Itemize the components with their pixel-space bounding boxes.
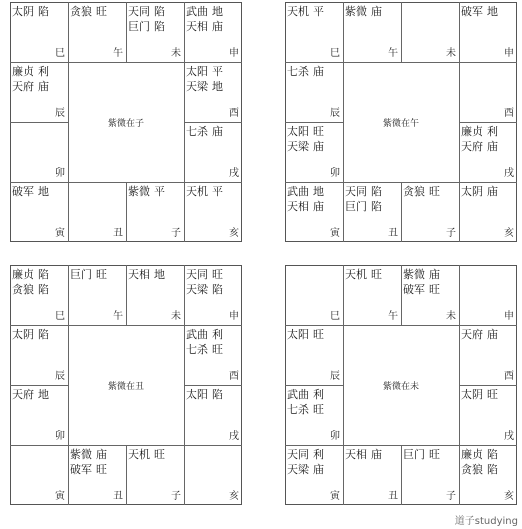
star-brightness: 陷 bbox=[371, 200, 382, 213]
earthly-branch-label: 子 bbox=[171, 228, 181, 239]
star-entry bbox=[186, 268, 223, 281]
star-entry bbox=[287, 65, 324, 78]
star-brightness: 旺 bbox=[487, 388, 498, 401]
star-entry bbox=[186, 185, 223, 198]
palace-mao bbox=[10, 385, 68, 445]
star-entry bbox=[12, 328, 49, 341]
earthly-branch-label: 寅 bbox=[330, 228, 340, 239]
star-brightness: 旺 bbox=[313, 328, 324, 341]
star-entry bbox=[461, 5, 498, 18]
palace-you bbox=[459, 62, 517, 122]
star-name: 天同 bbox=[186, 268, 208, 281]
star-entry bbox=[403, 448, 440, 461]
star-entry bbox=[186, 328, 223, 341]
star-brightness: 旺 bbox=[313, 403, 324, 416]
palace-mao bbox=[10, 122, 68, 182]
star-name: 天相 bbox=[287, 200, 309, 213]
star-name: 太阴 bbox=[461, 185, 483, 198]
palace-shen bbox=[459, 2, 517, 62]
palace-wei bbox=[126, 265, 184, 325]
star-brightness: 旺 bbox=[96, 5, 107, 18]
palace-chou bbox=[68, 182, 126, 242]
star-brightness: 庙 bbox=[96, 448, 107, 461]
star-brightness: 陷 bbox=[38, 5, 49, 18]
earthly-branch-label: 寅 bbox=[55, 491, 65, 502]
palace-hai bbox=[184, 182, 242, 242]
star-name: 贪狼 bbox=[461, 463, 483, 476]
star-name: 破军 bbox=[70, 463, 92, 476]
star-brightness: 陷 bbox=[154, 5, 165, 18]
star-name: 太阴 bbox=[12, 5, 34, 18]
star-name: 贪狼 bbox=[403, 185, 425, 198]
palace-chen bbox=[285, 325, 343, 385]
earthly-branch-label: 卯 bbox=[55, 431, 65, 442]
palace-chou bbox=[343, 182, 401, 242]
star-entry bbox=[186, 388, 223, 401]
chart-wei bbox=[285, 265, 517, 505]
earthly-branch-label: 戌 bbox=[229, 431, 239, 442]
star-brightness: 陷 bbox=[154, 20, 165, 33]
star-entry bbox=[287, 448, 324, 461]
star-entry bbox=[287, 403, 324, 416]
star-name: 太阴 bbox=[12, 328, 34, 341]
palace-hai bbox=[459, 182, 517, 242]
star-brightness: 庙 bbox=[313, 463, 324, 476]
star-brightness: 庙 bbox=[212, 125, 223, 138]
earthly-branch-label: 巳 bbox=[330, 311, 340, 322]
star-entry bbox=[461, 328, 498, 341]
star-name: 天府 bbox=[461, 140, 483, 153]
earthly-branch-label: 辰 bbox=[55, 371, 65, 382]
star-brightness: 旺 bbox=[429, 185, 440, 198]
star-brightness: 地 bbox=[313, 185, 324, 198]
star-entry bbox=[12, 185, 49, 198]
star-name: 破军 bbox=[461, 5, 483, 18]
star-name: 武曲 bbox=[186, 5, 208, 18]
star-name: 天梁 bbox=[287, 140, 309, 153]
star-name: 天机 bbox=[186, 185, 208, 198]
star-entry bbox=[345, 448, 382, 461]
star-name: 天机 bbox=[128, 448, 150, 461]
star-brightness: 庙 bbox=[313, 140, 324, 153]
star-brightness: 陷 bbox=[38, 283, 49, 296]
star-entry bbox=[70, 5, 107, 18]
star-entry bbox=[287, 200, 324, 213]
earthly-branch-label: 亥 bbox=[504, 228, 514, 239]
palace-xu bbox=[459, 385, 517, 445]
star-entry bbox=[287, 328, 324, 341]
earthly-branch-label: 寅 bbox=[330, 491, 340, 502]
palace-si bbox=[285, 265, 343, 325]
star-name: 紫微 bbox=[128, 185, 150, 198]
star-name: 七杀 bbox=[186, 343, 208, 356]
earthly-branch-label: 卯 bbox=[330, 431, 340, 442]
earthly-branch-label: 戌 bbox=[229, 168, 239, 179]
star-name: 廉贞 bbox=[12, 65, 34, 78]
earthly-branch-label: 亥 bbox=[229, 491, 239, 502]
star-brightness: 平 bbox=[313, 5, 324, 18]
star-name: 破军 bbox=[12, 185, 34, 198]
palace-hai bbox=[459, 445, 517, 505]
star-name: 天府 bbox=[12, 80, 34, 93]
star-brightness: 平 bbox=[154, 185, 165, 198]
earthly-branch-label: 未 bbox=[171, 48, 181, 59]
earthly-branch-label: 丑 bbox=[113, 228, 123, 239]
earthly-branch-label: 巳 bbox=[330, 48, 340, 59]
palace-wei bbox=[126, 2, 184, 62]
earthly-branch-label: 申 bbox=[504, 311, 514, 322]
earthly-branch-label: 午 bbox=[388, 48, 398, 59]
star-name: 贪狼 bbox=[70, 5, 92, 18]
star-entry bbox=[461, 463, 498, 476]
earthly-branch-label: 巳 bbox=[55, 311, 65, 322]
star-name: 廉贞 bbox=[12, 268, 34, 281]
star-brightness: 陷 bbox=[487, 463, 498, 476]
star-brightness: 平 bbox=[212, 185, 223, 198]
star-entry bbox=[70, 448, 107, 461]
star-brightness: 陷 bbox=[38, 268, 49, 281]
earthly-branch-label: 午 bbox=[388, 311, 398, 322]
star-brightness: 陷 bbox=[371, 185, 382, 198]
star-name: 巨门 bbox=[345, 200, 367, 213]
star-entry bbox=[461, 140, 498, 153]
earthly-branch-label: 亥 bbox=[504, 491, 514, 502]
palace-mao bbox=[285, 385, 343, 445]
star-entry bbox=[186, 20, 223, 33]
star-name: 天梁 bbox=[186, 80, 208, 93]
palace-wu bbox=[343, 2, 401, 62]
star-brightness: 利 bbox=[487, 125, 498, 138]
earthly-branch-label: 辰 bbox=[55, 108, 65, 119]
earthly-branch-label: 戌 bbox=[504, 431, 514, 442]
earthly-branch-label: 巳 bbox=[55, 48, 65, 59]
earthly-branch-label: 未 bbox=[446, 311, 456, 322]
star-name: 太阳 bbox=[287, 125, 309, 138]
star-brightness: 庙 bbox=[313, 65, 324, 78]
star-entry bbox=[128, 185, 165, 198]
palace-chou bbox=[68, 445, 126, 505]
star-name: 紫微 bbox=[70, 448, 92, 461]
star-entry bbox=[12, 388, 49, 401]
star-name: 紫微 bbox=[403, 268, 425, 281]
star-name: 天同 bbox=[287, 448, 309, 461]
star-entry bbox=[12, 5, 49, 18]
earthly-branch-label: 未 bbox=[446, 48, 456, 59]
star-entry bbox=[345, 200, 382, 213]
star-name: 天相 bbox=[186, 20, 208, 33]
earthly-branch-label: 卯 bbox=[330, 168, 340, 179]
star-entry bbox=[287, 125, 324, 138]
watermark: 道子studying bbox=[454, 516, 518, 527]
earthly-branch-label: 午 bbox=[113, 311, 123, 322]
star-name: 巨门 bbox=[403, 448, 425, 461]
star-brightness: 地 bbox=[38, 388, 49, 401]
earthly-branch-label: 丑 bbox=[113, 491, 123, 502]
palace-wu bbox=[68, 265, 126, 325]
star-brightness: 庙 bbox=[487, 185, 498, 198]
star-entry bbox=[186, 343, 223, 356]
chart-center-title: 紫微在未 bbox=[382, 382, 419, 392]
star-entry bbox=[186, 80, 223, 93]
star-name: 太阳 bbox=[287, 328, 309, 341]
earthly-branch-label: 酉 bbox=[229, 371, 239, 382]
star-entry bbox=[186, 283, 223, 296]
star-name: 武曲 bbox=[186, 328, 208, 341]
star-name: 贪狼 bbox=[12, 283, 34, 296]
chart-center-title: 紫微在子 bbox=[107, 119, 144, 129]
star-entry bbox=[403, 185, 440, 198]
star-brightness: 地 bbox=[38, 185, 49, 198]
palace-hai bbox=[184, 445, 242, 505]
palace-mao bbox=[285, 122, 343, 182]
star-entry bbox=[287, 140, 324, 153]
earthly-branch-label: 未 bbox=[171, 311, 181, 322]
palace-yin bbox=[10, 182, 68, 242]
earthly-branch-label: 酉 bbox=[504, 108, 514, 119]
earthly-branch-label: 子 bbox=[446, 228, 456, 239]
earthly-branch-label: 酉 bbox=[229, 108, 239, 119]
star-entry bbox=[287, 388, 324, 401]
star-entry bbox=[287, 185, 324, 198]
star-name: 巨门 bbox=[128, 20, 150, 33]
star-name: 武曲 bbox=[287, 388, 309, 401]
star-entry bbox=[12, 283, 49, 296]
star-brightness: 庙 bbox=[487, 140, 498, 153]
star-entry bbox=[287, 5, 324, 18]
star-entry bbox=[70, 268, 107, 281]
star-name: 天机 bbox=[345, 268, 367, 281]
star-brightness: 利 bbox=[313, 388, 324, 401]
star-entry bbox=[287, 463, 324, 476]
palace-chen bbox=[285, 62, 343, 122]
star-name: 紫微 bbox=[345, 5, 367, 18]
earthly-branch-label: 丑 bbox=[388, 228, 398, 239]
star-brightness: 利 bbox=[313, 448, 324, 461]
star-brightness: 庙 bbox=[38, 80, 49, 93]
star-name: 天机 bbox=[287, 5, 309, 18]
earthly-branch-label: 辰 bbox=[330, 371, 340, 382]
chart-chou bbox=[10, 265, 242, 505]
chart-center-title: 紫微在午 bbox=[382, 119, 419, 129]
palace-shen bbox=[459, 265, 517, 325]
star-brightness: 庙 bbox=[371, 448, 382, 461]
star-name: 廉贞 bbox=[461, 125, 483, 138]
star-name: 破军 bbox=[403, 283, 425, 296]
star-entry bbox=[186, 125, 223, 138]
star-entry bbox=[345, 268, 382, 281]
palace-xu bbox=[184, 122, 242, 182]
star-entry bbox=[461, 185, 498, 198]
palace-wei bbox=[401, 2, 459, 62]
star-brightness: 旺 bbox=[313, 125, 324, 138]
palace-xu bbox=[459, 122, 517, 182]
earthly-branch-label: 辰 bbox=[330, 108, 340, 119]
earthly-branch-label: 申 bbox=[229, 311, 239, 322]
star-brightness: 陷 bbox=[38, 328, 49, 341]
star-entry bbox=[461, 125, 498, 138]
star-name: 天同 bbox=[128, 5, 150, 18]
star-name: 天同 bbox=[345, 185, 367, 198]
palace-zi bbox=[126, 445, 184, 505]
star-brightness: 庙 bbox=[487, 328, 498, 341]
palace-wei bbox=[401, 265, 459, 325]
earthly-branch-label: 亥 bbox=[229, 228, 239, 239]
star-name: 天相 bbox=[128, 268, 150, 281]
palace-shen bbox=[184, 265, 242, 325]
star-name: 天梁 bbox=[287, 463, 309, 476]
palace-chen bbox=[10, 62, 68, 122]
star-name: 太阳 bbox=[186, 65, 208, 78]
star-brightness: 陷 bbox=[212, 388, 223, 401]
star-entry bbox=[345, 5, 382, 18]
star-brightness: 旺 bbox=[429, 448, 440, 461]
star-brightness: 陷 bbox=[487, 448, 498, 461]
star-entry bbox=[345, 185, 382, 198]
star-brightness: 利 bbox=[38, 65, 49, 78]
star-name: 七杀 bbox=[287, 65, 309, 78]
star-brightness: 地 bbox=[212, 80, 223, 93]
palace-you bbox=[184, 62, 242, 122]
star-name: 七杀 bbox=[186, 125, 208, 138]
star-name: 天府 bbox=[461, 328, 483, 341]
palace-wu bbox=[68, 2, 126, 62]
star-brightness: 陷 bbox=[212, 283, 223, 296]
star-brightness: 地 bbox=[212, 5, 223, 18]
palace-zi bbox=[401, 182, 459, 242]
star-brightness: 旺 bbox=[429, 283, 440, 296]
star-brightness: 平 bbox=[212, 65, 223, 78]
palace-you bbox=[184, 325, 242, 385]
star-entry bbox=[461, 388, 498, 401]
star-entry bbox=[186, 65, 223, 78]
star-brightness: 庙 bbox=[212, 20, 223, 33]
star-name: 七杀 bbox=[287, 403, 309, 416]
star-entry bbox=[403, 283, 440, 296]
star-brightness: 利 bbox=[212, 328, 223, 341]
earthly-branch-label: 卯 bbox=[55, 168, 65, 179]
earthly-branch-label: 申 bbox=[229, 48, 239, 59]
star-brightness: 旺 bbox=[96, 268, 107, 281]
star-brightness: 庙 bbox=[371, 5, 382, 18]
star-entry bbox=[128, 20, 165, 33]
star-name: 巨门 bbox=[70, 268, 92, 281]
earthly-branch-label: 戌 bbox=[504, 168, 514, 179]
star-name: 天相 bbox=[345, 448, 367, 461]
star-brightness: 旺 bbox=[96, 463, 107, 476]
star-brightness: 地 bbox=[154, 268, 165, 281]
chart-zi bbox=[10, 2, 242, 242]
star-entry bbox=[128, 268, 165, 281]
palace-wu bbox=[343, 265, 401, 325]
star-brightness: 旺 bbox=[371, 268, 382, 281]
star-brightness: 旺 bbox=[212, 343, 223, 356]
star-entry bbox=[128, 5, 165, 18]
star-brightness: 地 bbox=[487, 5, 498, 18]
earthly-branch-label: 子 bbox=[171, 491, 181, 502]
star-entry bbox=[12, 65, 49, 78]
star-entry bbox=[403, 268, 440, 281]
earthly-branch-label: 子 bbox=[446, 491, 456, 502]
palace-zi bbox=[126, 182, 184, 242]
palace-si bbox=[10, 265, 68, 325]
star-brightness: 旺 bbox=[154, 448, 165, 461]
star-entry bbox=[12, 268, 49, 281]
star-name: 太阳 bbox=[186, 388, 208, 401]
star-brightness: 庙 bbox=[429, 268, 440, 281]
earthly-branch-label: 寅 bbox=[55, 228, 65, 239]
palace-chou bbox=[343, 445, 401, 505]
palace-chen bbox=[10, 325, 68, 385]
chart-wu bbox=[285, 2, 517, 242]
star-entry bbox=[186, 5, 223, 18]
palace-yin bbox=[285, 445, 343, 505]
palace-yin bbox=[285, 182, 343, 242]
palace-yin bbox=[10, 445, 68, 505]
star-entry bbox=[128, 448, 165, 461]
star-name: 武曲 bbox=[287, 185, 309, 198]
palace-si bbox=[285, 2, 343, 62]
palace-zi bbox=[401, 445, 459, 505]
star-name: 廉贞 bbox=[461, 448, 483, 461]
star-name: 天梁 bbox=[186, 283, 208, 296]
earthly-branch-label: 丑 bbox=[388, 491, 398, 502]
star-name: 天府 bbox=[12, 388, 34, 401]
earthly-branch-label: 酉 bbox=[504, 371, 514, 382]
star-brightness: 庙 bbox=[313, 200, 324, 213]
star-brightness: 旺 bbox=[212, 268, 223, 281]
palace-shen bbox=[184, 2, 242, 62]
earthly-branch-label: 申 bbox=[504, 48, 514, 59]
star-entry bbox=[70, 463, 107, 476]
star-entry bbox=[12, 80, 49, 93]
palace-you bbox=[459, 325, 517, 385]
star-entry bbox=[461, 448, 498, 461]
star-name: 太阴 bbox=[461, 388, 483, 401]
earthly-branch-label: 午 bbox=[113, 48, 123, 59]
palace-xu bbox=[184, 385, 242, 445]
palace-si bbox=[10, 2, 68, 62]
chart-center-title: 紫微在丑 bbox=[107, 382, 144, 392]
